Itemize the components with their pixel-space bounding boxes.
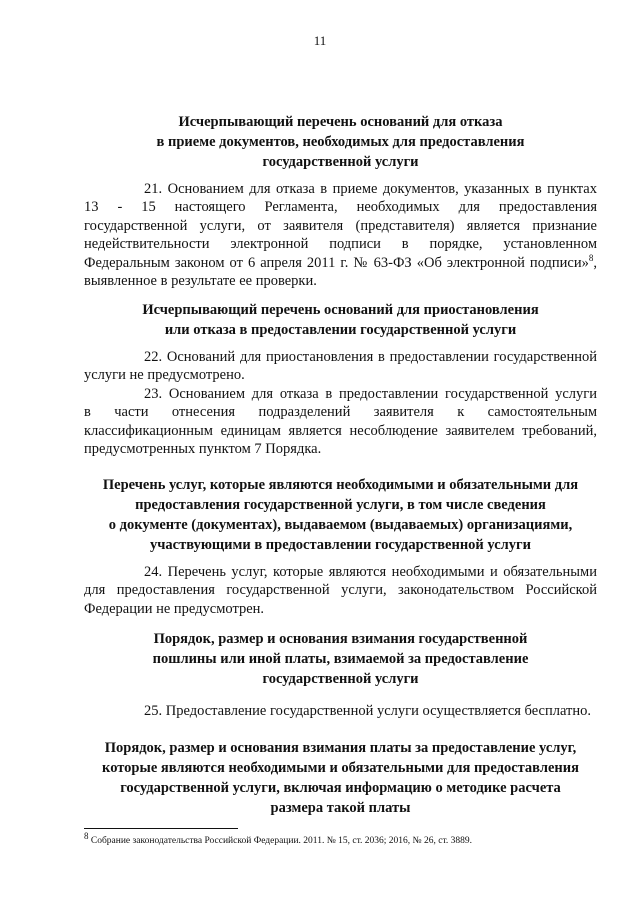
text-line: недействительности электронной подписи в порядке, установленном	[84, 236, 597, 253]
heading-line: в приеме документов, необходимых для предоставления	[156, 134, 525, 150]
text-line: Федерации не предусмотрен.	[84, 600, 265, 617]
heading-line: пошлины или иной платы, взимаемой за предоставление	[152, 651, 529, 667]
heading-line: Перечень услуг, которые являются необходимыми и обязательными для	[102, 477, 579, 493]
footnote	[84, 831, 473, 847]
footnote-text: Собрание законодательства Российской Федерации. 2011. № 15, ст. 2036; 2016, № 26, ст. 3889.	[88, 836, 473, 847]
heading-line: государственной услуги, включая информацию о методике расчета	[120, 780, 561, 796]
text-line: классификационным единицам является несоблюдение заявителем требований,	[84, 422, 597, 439]
text-line: услуги не предусмотрено.	[84, 367, 245, 384]
text-line: в части отнесения подразделений заявителя к самостоятельным	[84, 404, 597, 421]
heading-line: государственной услуги	[262, 154, 419, 170]
text-line: 13 - 15 настоящего Регламента, необходимых для предоставления	[84, 199, 597, 216]
text-line: предусмотренных пунктом 7 Порядка.	[84, 441, 322, 458]
text-line: 24. Перечень услуг, которые являются необходимыми и обязательными	[144, 564, 597, 580]
text-line: выявленное в результате ее проверки.	[84, 273, 317, 290]
text-line: 25. Предоставление государственной услуги осуществляется бесплатно.	[144, 703, 591, 719]
heading-line: Исчерпывающий перечень оснований для отказа	[178, 114, 503, 130]
heading-line: предоставления государственной услуги, в том числе сведения	[135, 497, 546, 513]
heading-line: участвующими в предоставлении государственной услуги	[150, 537, 531, 553]
heading-line: или отказа в предоставлении государственной услуги	[164, 322, 517, 338]
footnote-divider	[84, 828, 238, 829]
paragraph-23	[84, 385, 597, 459]
paragraph-21	[84, 180, 597, 290]
heading-service-fees	[84, 738, 597, 818]
heading-state-duty	[84, 629, 597, 689]
heading-refusal-documents	[84, 112, 597, 172]
heading-line: которые являются необходимыми и обязательными для предоставления	[102, 760, 579, 776]
heading-suspension-refusal	[84, 300, 597, 340]
text-line: государственной услуги, от заявителя (представителя) является признание	[84, 217, 597, 234]
heading-required-services	[84, 475, 597, 555]
text-line: для предоставления государственной услуги, законодательством Российской	[84, 582, 597, 599]
heading-line: государственной услуги	[262, 671, 419, 687]
footnote-ref: 8	[588, 252, 594, 263]
heading-line: Порядок, размер и основания взимания государственной	[153, 631, 528, 647]
text-line: 22. Оснований для приостановления в предоставлении государственной	[144, 349, 597, 365]
heading-line: о документе (документах), выдаваемом (выдаваемых) организациями,	[108, 517, 573, 533]
heading-line: Порядок, размер и основания взимания платы за предоставление услуг,	[104, 740, 577, 756]
paragraph-24	[84, 563, 597, 618]
paragraph-22	[84, 348, 597, 385]
footnote-marker: 8	[84, 831, 89, 841]
text-line: 21. Основанием для отказа в приеме документов, указанных в пунктах	[144, 181, 597, 197]
text-line: 23. Основанием для отказа в предоставлении государственной услуги	[144, 386, 597, 402]
page-number: 11	[313, 33, 327, 48]
text-segment: Федеральным законом от 6 апреля 2011 г. № 63-ФЗ «Об электронной подписи»	[84, 254, 589, 271]
paragraph-25	[84, 702, 597, 720]
text-segment: ,	[593, 254, 597, 271]
heading-line: Исчерпывающий перечень оснований для приостановления	[142, 302, 539, 318]
heading-line: размера такой платы	[270, 800, 411, 816]
text-line	[84, 254, 597, 272]
